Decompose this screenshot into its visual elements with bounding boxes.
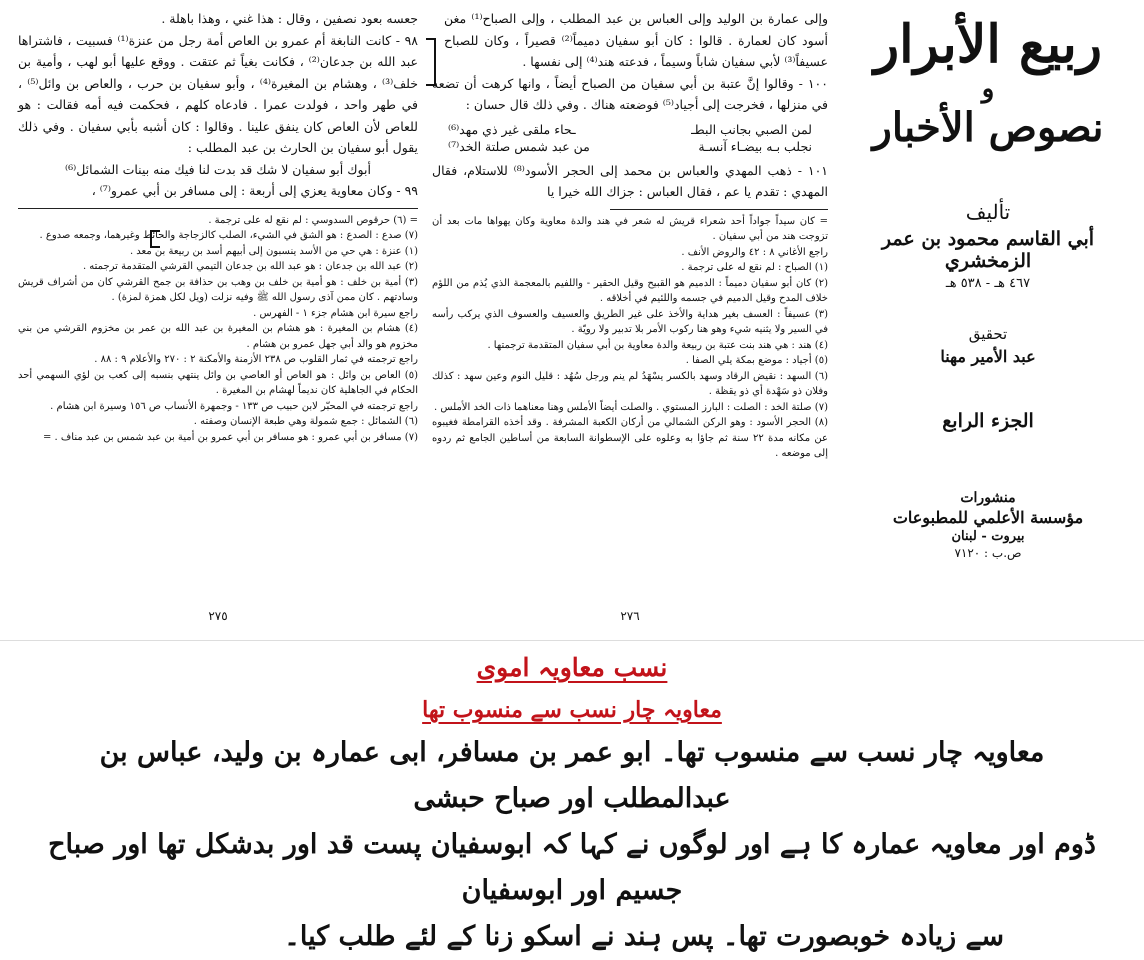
poem-verse	[432, 139, 828, 154]
footnote: راجع ترجمته في المحبّر لابن حبيب ص ١٣٣ - وجمهرة الأنساب ص ١٥٦ وسيرة ابن هشام .	[50, 400, 418, 412]
footnote: (٧) مسافر بن أبي عمرو : هو مسافر بن أبي عمرو بن أمية بن عبد شمس بن عبد مناف . =	[42, 431, 418, 443]
author-label: تأليف	[965, 200, 1011, 224]
left-page-footnotes	[18, 213, 418, 446]
footnote: راجع الأغاني ٨ : ٤٢ والروض الأنف .	[681, 246, 828, 258]
footnote: راجع سيرة ابن هشام جزء ١ - الفهرس .	[253, 307, 418, 319]
book-title: ربيع الأبرار	[874, 14, 1102, 75]
left-page-poem-line: أبوك أبو سفيان لا شك قد بدت لنا فيك منه بينات الشمائل⁽⁶⁾	[65, 161, 371, 177]
urdu-text-line: سے زیادہ خوبصورت تھا۔ پس ہند نے اسکو زنا کے لئے طلب کیا۔	[284, 921, 1004, 952]
poem	[432, 122, 828, 154]
left-page-paragraph-99: ٩٩ - وكان معاوية يعزي إلى أربعة : إلى مسافر بن أبي عمرو⁽⁷⁾ ،	[91, 183, 418, 198]
footnote: (٥) أجياد : موضع بمكة يلي الصفا .	[685, 355, 828, 366]
footnote: (٥) العاص بن وائل : هو العاص أو العاصي بن وائل ينتهي بنسبه إلى كعب بن لؤي السهمي أحد الحكام في الجاهلية كان نديماً لهشام بن المغيرة .	[18, 369, 418, 396]
section-divider	[0, 640, 1144, 641]
footnote: (٨) الحجر الأسود : وهو الركن الشمالي من أركان الكعبة المشرفة . وقد أخذه القرامطة فغيبوه عن مكانه مدة ٢٢ سنة ثم جاؤا به وعلوه على الإسطوانة السابعة من أساطين الجامع ثم ردوه إلى موضعه .	[432, 417, 828, 459]
footnote: (٦) الشمائل : جمع شمولة وهي طبعة الإنسان وصفته .	[193, 416, 418, 427]
bracket-mark	[426, 38, 436, 86]
publisher-po-box: ص.ب : ٧١٢٠	[954, 546, 1022, 560]
publisher-name: مؤسسة الأعلمي للمطبوعات	[892, 508, 1084, 527]
footnote: (٣) عسيفاً : العسف بغير هداية والأخذ على غير الطريق والعسيف والعسوف الذي يركب رأسه في السير ولا يثنيه شيء وهو هنا ركوب الأمر بلا تدبير ولا رويّة .	[432, 308, 828, 335]
book-title-conjunction: و	[981, 74, 995, 104]
right-page-paragraph-101: ١٠١ - ذهب المهدي والعباس بن محمد إلى الحجر الأسود⁽⁸⁾ للاستلام، فقال المهدي : تقدم يا عم ، فقال العباس : جزاك الله خيرا يا	[432, 162, 829, 199]
volume-label: الجزء الرابع	[942, 410, 1034, 432]
footnote: (١) عنزة : هي حي من الأسد ينسبون إلى أبيهم أسد بن ربيعة بن معد .	[129, 245, 418, 257]
bracket-mark	[150, 230, 160, 248]
footnote: (٦) السهد : نقيض الرقاد وسهد بالكسر يسْهَدُ لم ينم ورجل سُهُد : قليل النوم وعين سهد : كذلك وفلان ذو سَهْدة أي ذو يقظة .	[432, 370, 828, 397]
page-number: ٢٧٦	[620, 609, 640, 623]
right-page-paragraph-1: وإلى عمارة بن الوليد وإلى العباس بن عبد المطلب ، وإلى الصباح⁽¹⁾ مغن أسود كان لعمارة . قالوا : كان أبو سفيان دميماً⁽²⁾ قصيراً ، وكان للصباح عسيفاً⁽³⁾ لأبي سفيان شاباً وسيماً ، فدعته هند⁽⁴⁾ إلى نفسها .	[444, 11, 828, 69]
editor-name: عبد الأمير مهنا	[940, 347, 1036, 366]
right-page-paragraph-100: ١٠٠ - وقالوا إنَّ عتبة بن أبي سفيان من الصباح أيضاً ، وانها كرهت أن تضعه في منزلها ، فخرجت إلى أجياد⁽⁵⁾ فوضعته هناك . وفي ذلك قال حسان :	[432, 75, 828, 112]
footnote: = (٦) حرقوص السدوسي : لم نقع له على ترجمة .	[208, 214, 418, 226]
urdu-text-line: ڈوم اور معاویہ عمارہ کا ہے اور لوگوں نے کہا کہ ابوسفیان پست قد اور بدشکل تھا اور صباح جسیم اور ابوسفیان	[48, 829, 1096, 906]
footnote: (٤) هشام بن المغيرة : هو هشام بن المغيرة بن عبد الله بن عمر بن مخزوم القرشي من بني مخزوم هو والد أبي جهل عمرو بن هشام .	[18, 323, 418, 350]
footnote: (١) الصباح : لم نقع له على ترجمة .	[681, 262, 828, 273]
publisher-city: بيروت - لبنان	[951, 529, 1025, 544]
footnote: (٧) صلتة الخد : الصلت : البارز المستوي . والصلت أيضاً الأملس وهنا معناهما ذات الخد الأملس .	[434, 401, 828, 413]
left-page-paragraph-98: ٩٨ - كانت النابغة أم عمرو بن العاص أمة رجل من عنزة⁽¹⁾ فسبيت ، فاشتراها عبد الله بن جدعان⁽²⁾ ، فكانت بغياً ثم عتقت . ووقع عليها أبو لهب ، وأمية بن خلف⁽³⁾ ، وهشام بن المغيرة⁽⁴⁾ ، وأبو سفيان بن حرب ، والعاص بن وائل⁽⁵⁾ ، في طهر واحد ، فولدت عمرا . فادعاه كلهم ، فحكمت فيه أمه فقالت : هو للعاص لأن العاص كان ينفق علينا . وقالوا : كان أشبه بأبي سفيان . وفي ذلك يقول أبو سفيان بن الحارث بن عبد المطلب :	[18, 32, 419, 155]
footnote-rule	[610, 209, 828, 210]
footnote-rule	[18, 208, 418, 209]
poem-hemistich: لمن الصبي بجانب البطـ	[691, 121, 812, 137]
left-page	[18, 8, 418, 623]
poem-hemistich: نجلب بـه بيضـاء آنسـة	[698, 138, 812, 154]
right-page-footnotes	[432, 214, 828, 462]
footnote: (٧) صدع : الصدع : هو الشق في الشيء، الصلب كالزجاجة والحائط وغيرهما، وجمعه صدوع .	[39, 230, 418, 241]
right-page	[432, 8, 828, 623]
poem-hemistich: ـحاء ملقى غير ذي مهد⁽⁶⁾	[448, 121, 576, 137]
book-subtitle: نصوص الأخبار	[872, 104, 1104, 151]
author-name: أبي القاسم محمود بن عمر الزمخشري	[881, 228, 1095, 272]
left-page-top-line: جعسه بعود نصفين ، وقال : هذا غني ، وهذا باهلة .	[161, 11, 418, 26]
footnote: = كان سيداً جواداً أحد شعراء قريش له شعر في هند والدة معاوية وكان يهواها مات بعد أن تزوجت هند من أبي سفيان .	[432, 215, 828, 242]
poem-hemistich: من عبد شمس صلتة الخد⁽⁷⁾	[448, 138, 590, 154]
urdu-text-line: معاویہ چار نسب سے منسوب تھا۔ ابو عمر بن مسافر، ابی عمارہ بن ولید، عباس بن عبدالمطلب اور صباح حبشی	[99, 737, 1045, 814]
footnote: (٤) هند : هي هند بنت عتبة بن ربيعة والدة معاوية بن أبي سفيان المتقدمة ترجمتها .	[487, 339, 828, 351]
footnote: (٢) كان أبو سفيان دميماً : الدميم هو القبيح وقيل الحقير - واللفيم بالمعجمة الذي يُذم من اللؤم خلاف المدح وقيل الدميم في جسمه واللئيم في أخلاقه .	[432, 277, 828, 304]
publisher-label: منشورات	[960, 490, 1016, 506]
title-page	[838, 0, 1138, 640]
poem-verse	[432, 122, 828, 137]
page-number: ٢٧٥	[208, 609, 228, 623]
author-dates: ٤٦٧ هـ - ٥٣٨ هـ	[945, 276, 1031, 291]
footnote: راجع ترجمته في ثمار القلوب ص ٢٣٨ الأزمنة والأمكنة ٢ : ٢٧٠ والأعلام ٩ : ٨٨ .	[94, 354, 418, 365]
urdu-subheading: معاویہ چار نسب سے منسوب تھا	[422, 697, 722, 723]
editor-label: تحقيق	[968, 325, 1008, 343]
footnote: (٢) عبد الله بن جدعان : هو عبد الله بن جدعان التيمي القرشي المتقدمة ترجمته .	[82, 261, 418, 272]
urdu-caption	[40, 646, 1104, 952]
footnote: (٣) أمية بن خلف : هو أمية بن خلف بن وهب بن حذافة بن جمح القرشي كان من أشراف قريش وسادتهم . كان ممن آذى رسول الله ﷺ وفيه نزلت (ويل لكل همزة لمزة) .	[18, 276, 418, 303]
urdu-heading: نسب معاویہ اموی	[476, 653, 668, 682]
